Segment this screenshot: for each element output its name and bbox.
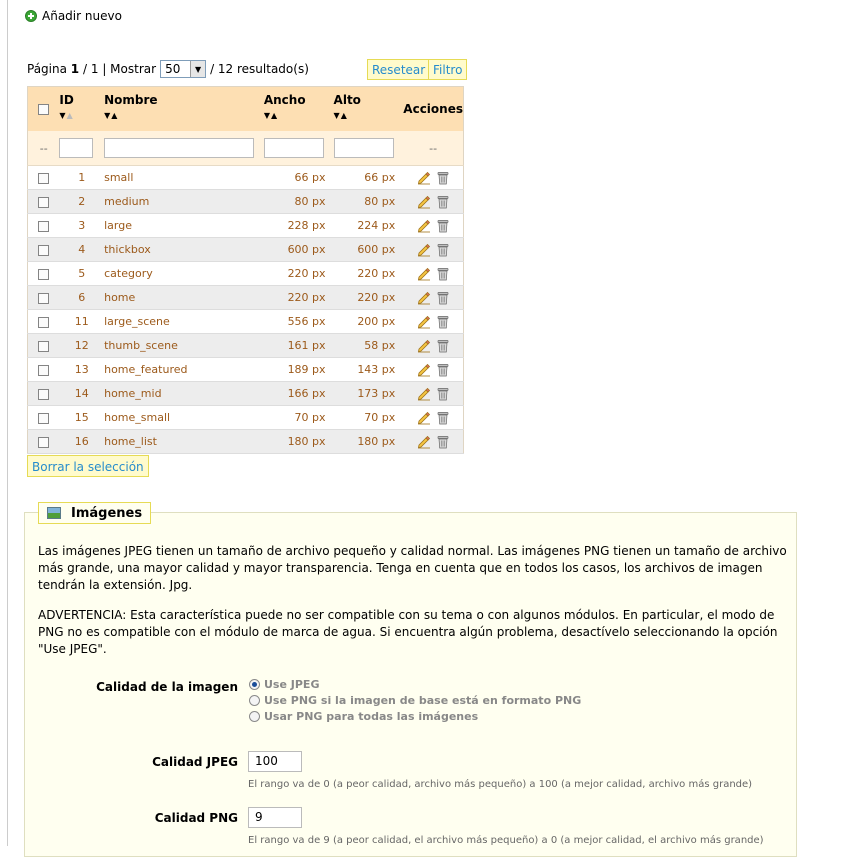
delete-trash-icon[interactable] bbox=[437, 315, 449, 329]
row-select-cell bbox=[28, 406, 60, 430]
row-actions bbox=[403, 190, 463, 214]
table-row[interactable] bbox=[28, 382, 464, 406]
image-quality-label: Calidad de la imagen bbox=[96, 680, 238, 694]
row-select-cell bbox=[28, 382, 60, 406]
clear-selection-button[interactable]: Borrar la selección bbox=[27, 455, 149, 477]
row-height: 224 px bbox=[334, 214, 404, 238]
row-select-cell bbox=[28, 262, 60, 286]
sort-height-icons[interactable]: ▼▲ bbox=[333, 111, 348, 120]
select-all-cell bbox=[28, 87, 60, 132]
table-row[interactable] bbox=[28, 166, 464, 190]
row-actions bbox=[403, 262, 463, 286]
header-id bbox=[59, 87, 104, 132]
row-checkbox[interactable] bbox=[38, 221, 49, 232]
row-name: home_featured bbox=[104, 358, 264, 382]
row-actions bbox=[403, 382, 463, 406]
radio-png-all-label: Usar PNG para todas las imágenes bbox=[264, 710, 479, 723]
row-checkbox[interactable] bbox=[38, 197, 49, 208]
row-height: 173 px bbox=[334, 382, 404, 406]
row-height: 600 px bbox=[334, 238, 404, 262]
filter-name-input[interactable] bbox=[104, 138, 254, 158]
show-word: | Mostrar bbox=[102, 62, 157, 76]
radio-png-base-input[interactable] bbox=[249, 695, 260, 706]
table-row[interactable] bbox=[28, 238, 464, 262]
row-select-cell bbox=[28, 310, 60, 334]
warning-paragraph: ADVERTENCIA: Esta característica puede no ser compatible con su tema o con algunos módulos. En particular, el modo de PNG no es compatible con el módulo de marca de agua. Si encuentra algún problema, desactívelo seleccionando la opción "Use JPEG". bbox=[38, 608, 778, 656]
row-id: 1 bbox=[59, 166, 104, 190]
row-height: 66 px bbox=[334, 166, 404, 190]
row-height: 80 px bbox=[334, 190, 404, 214]
jpeg-quality-label: Calidad JPEG bbox=[152, 755, 238, 769]
delete-trash-icon[interactable] bbox=[437, 411, 449, 425]
row-width: 70 px bbox=[264, 406, 334, 430]
row-name: large_scene bbox=[104, 310, 264, 334]
edit-pencil-icon[interactable] bbox=[417, 219, 431, 233]
image-icon bbox=[47, 507, 61, 519]
row-id: 11 bbox=[59, 310, 104, 334]
row-height: 70 px bbox=[334, 406, 404, 430]
jpeg-quality-hint: El rango va de 0 (a peor calidad, archivo más pequeño) a 100 (a mejor calidad, archivo más grande) bbox=[248, 779, 753, 790]
pagination-bar bbox=[27, 60, 309, 78]
row-checkbox[interactable] bbox=[38, 293, 49, 304]
delete-trash-icon[interactable] bbox=[437, 171, 449, 185]
row-width: 600 px bbox=[264, 238, 334, 262]
delete-trash-icon[interactable] bbox=[437, 195, 449, 209]
filter-dash-left: -- bbox=[28, 131, 60, 166]
row-checkbox[interactable] bbox=[38, 245, 49, 256]
delete-trash-icon[interactable] bbox=[437, 267, 449, 281]
delete-trash-icon[interactable] bbox=[437, 339, 449, 353]
row-checkbox[interactable] bbox=[38, 437, 49, 448]
row-height: 220 px bbox=[334, 262, 404, 286]
row-select-cell bbox=[28, 358, 60, 382]
radio-jpeg-input[interactable] bbox=[249, 679, 260, 690]
row-height: 220 px bbox=[334, 286, 404, 310]
row-actions bbox=[403, 214, 463, 238]
table-row[interactable] bbox=[28, 334, 464, 358]
row-id: 2 bbox=[59, 190, 104, 214]
radio-png-all-input[interactable] bbox=[249, 711, 260, 722]
delete-trash-icon[interactable] bbox=[437, 243, 449, 257]
sort-id-icons[interactable]: ▼▲ bbox=[59, 111, 74, 120]
png-quality-input[interactable]: 9 bbox=[248, 807, 302, 828]
total-pages: 1 bbox=[90, 62, 99, 76]
row-name: thumb_scene bbox=[104, 334, 264, 358]
row-width: 80 px bbox=[264, 190, 334, 214]
row-width: 556 px bbox=[264, 310, 334, 334]
table-row[interactable] bbox=[28, 406, 464, 430]
row-name: medium bbox=[104, 190, 264, 214]
results-count: / 12 resultado(s) bbox=[210, 62, 309, 76]
row-width: 220 px bbox=[264, 286, 334, 310]
row-name: home_mid bbox=[104, 382, 264, 406]
edit-pencil-icon[interactable] bbox=[417, 171, 431, 185]
images-legend-label: Imágenes bbox=[71, 505, 143, 521]
png-quality-label: Calidad PNG bbox=[154, 811, 238, 825]
row-width: 228 px bbox=[264, 214, 334, 238]
row-select-cell bbox=[28, 190, 60, 214]
table-row[interactable] bbox=[28, 430, 464, 454]
row-select-cell bbox=[28, 286, 60, 310]
edit-pencil-icon[interactable] bbox=[417, 315, 431, 329]
edit-pencil-icon[interactable] bbox=[417, 291, 431, 305]
delete-trash-icon[interactable] bbox=[437, 363, 449, 377]
edit-pencil-icon[interactable] bbox=[417, 267, 431, 281]
row-actions bbox=[403, 310, 463, 334]
chevron-down-icon: ▼ bbox=[190, 61, 205, 77]
images-legend bbox=[38, 502, 151, 524]
filter-id-input[interactable] bbox=[59, 138, 93, 158]
table-row[interactable] bbox=[28, 286, 464, 310]
header-width-label: Ancho bbox=[263, 93, 306, 107]
radio-png-base-label: Use PNG si la imagen de base está en formato PNG bbox=[264, 694, 582, 707]
row-id: 14 bbox=[59, 382, 104, 406]
delete-trash-icon[interactable] bbox=[437, 435, 449, 449]
table-header-row bbox=[28, 87, 464, 132]
header-height-label: Alto bbox=[333, 93, 361, 107]
row-actions bbox=[403, 334, 463, 358]
delete-trash-icon[interactable] bbox=[437, 291, 449, 305]
row-checkbox[interactable] bbox=[38, 317, 49, 328]
row-id: 4 bbox=[59, 238, 104, 262]
row-name: home bbox=[104, 286, 264, 310]
edit-pencil-icon[interactable] bbox=[417, 411, 431, 425]
row-actions bbox=[403, 358, 463, 382]
filter-dash-right: -- bbox=[403, 131, 463, 166]
edit-pencil-icon[interactable] bbox=[417, 363, 431, 377]
filter-height-input[interactable] bbox=[334, 138, 394, 158]
row-height: 180 px bbox=[334, 430, 404, 454]
left-border bbox=[7, 0, 8, 846]
delete-trash-icon[interactable] bbox=[437, 219, 449, 233]
row-width: 166 px bbox=[264, 382, 334, 406]
per-page-select[interactable] bbox=[160, 60, 206, 78]
edit-pencil-icon[interactable] bbox=[417, 195, 431, 209]
radio-use-jpeg[interactable] bbox=[249, 678, 319, 691]
filter-width-input[interactable] bbox=[264, 138, 324, 158]
image-types-table bbox=[27, 86, 464, 454]
edit-pencil-icon[interactable] bbox=[417, 339, 431, 353]
header-id-label: ID bbox=[59, 93, 74, 107]
filter-button[interactable]: Filtro bbox=[428, 59, 467, 80]
reset-button[interactable]: Resetear bbox=[367, 59, 430, 80]
header-name bbox=[104, 87, 264, 132]
row-id: 16 bbox=[59, 430, 104, 454]
table-row[interactable] bbox=[28, 262, 464, 286]
row-checkbox[interactable] bbox=[38, 365, 49, 376]
row-id: 3 bbox=[59, 214, 104, 238]
header-height bbox=[334, 87, 404, 132]
row-checkbox[interactable] bbox=[38, 389, 49, 400]
edit-pencil-icon[interactable] bbox=[417, 243, 431, 257]
row-width: 180 px bbox=[264, 430, 334, 454]
plus-icon bbox=[25, 10, 37, 22]
row-name: category bbox=[104, 262, 264, 286]
row-width: 220 px bbox=[264, 262, 334, 286]
add-new-link[interactable] bbox=[25, 9, 122, 23]
row-actions bbox=[403, 430, 463, 454]
header-name-label: Nombre bbox=[104, 93, 158, 107]
current-page: 1 bbox=[70, 62, 80, 76]
row-name: home_small bbox=[104, 406, 264, 430]
filter-row bbox=[28, 131, 464, 166]
row-height: 143 px bbox=[334, 358, 404, 382]
edit-pencil-icon[interactable] bbox=[417, 387, 431, 401]
row-checkbox[interactable] bbox=[38, 173, 49, 184]
row-name: large bbox=[104, 214, 264, 238]
delete-trash-icon[interactable] bbox=[437, 387, 449, 401]
row-actions bbox=[403, 406, 463, 430]
radio-png-if-base[interactable] bbox=[249, 694, 581, 707]
per-page-value: 50 bbox=[165, 62, 181, 76]
row-id: 5 bbox=[59, 262, 104, 286]
row-id: 6 bbox=[59, 286, 104, 310]
table-row[interactable] bbox=[28, 214, 464, 238]
row-id: 13 bbox=[59, 358, 104, 382]
edit-pencil-icon[interactable] bbox=[417, 435, 431, 449]
row-id: 15 bbox=[59, 406, 104, 430]
row-select-cell bbox=[28, 214, 60, 238]
row-actions bbox=[403, 238, 463, 262]
row-height: 200 px bbox=[334, 310, 404, 334]
header-width bbox=[264, 87, 334, 132]
radio-jpeg-label: Use JPEG bbox=[264, 678, 320, 691]
table-row[interactable] bbox=[28, 190, 464, 214]
row-checkbox[interactable] bbox=[38, 341, 49, 352]
png-quality-hint: El rango va de 9 (a peor calidad, el archivo más pequeño) a 0 (a mejor calidad, el archivo más grande) bbox=[248, 835, 764, 846]
sort-name-icons[interactable]: ▼▲ bbox=[104, 111, 119, 120]
page-word: Página bbox=[27, 62, 67, 76]
row-width: 161 px bbox=[264, 334, 334, 358]
row-checkbox[interactable] bbox=[38, 413, 49, 424]
row-actions bbox=[403, 166, 463, 190]
row-actions bbox=[403, 286, 463, 310]
row-select-cell bbox=[28, 334, 60, 358]
row-id: 12 bbox=[59, 334, 104, 358]
add-new-label: Añadir nuevo bbox=[42, 9, 122, 23]
page-separator: / bbox=[82, 62, 88, 76]
row-name: thickbox bbox=[104, 238, 264, 262]
table-row[interactable] bbox=[28, 310, 464, 334]
radio-png-all[interactable] bbox=[249, 710, 478, 723]
row-width: 189 px bbox=[264, 358, 334, 382]
row-name: home_list bbox=[104, 430, 264, 454]
row-name: small bbox=[104, 166, 264, 190]
header-actions: Acciones bbox=[403, 87, 463, 132]
select-all-checkbox[interactable] bbox=[38, 104, 49, 115]
sort-width-icons[interactable]: ▼▲ bbox=[263, 111, 279, 120]
row-checkbox[interactable] bbox=[38, 269, 49, 280]
row-height: 58 px bbox=[334, 334, 404, 358]
row-select-cell bbox=[28, 166, 60, 190]
row-select-cell bbox=[28, 238, 60, 262]
info-paragraph: Las imágenes JPEG tienen un tamaño de archivo pequeño y calidad normal. Las imágenes PNG tienen un tamaño de archivo más grande, una mayor calidad y mayor transparencia. Tenga en cuenta que en todos los casos, los archivos de imagen tendrán la extensión. Jpg. bbox=[38, 544, 787, 592]
jpeg-quality-input[interactable]: 100 bbox=[248, 751, 302, 772]
row-select-cell bbox=[28, 430, 60, 454]
row-width: 66 px bbox=[264, 166, 334, 190]
table-row[interactable] bbox=[28, 358, 464, 382]
